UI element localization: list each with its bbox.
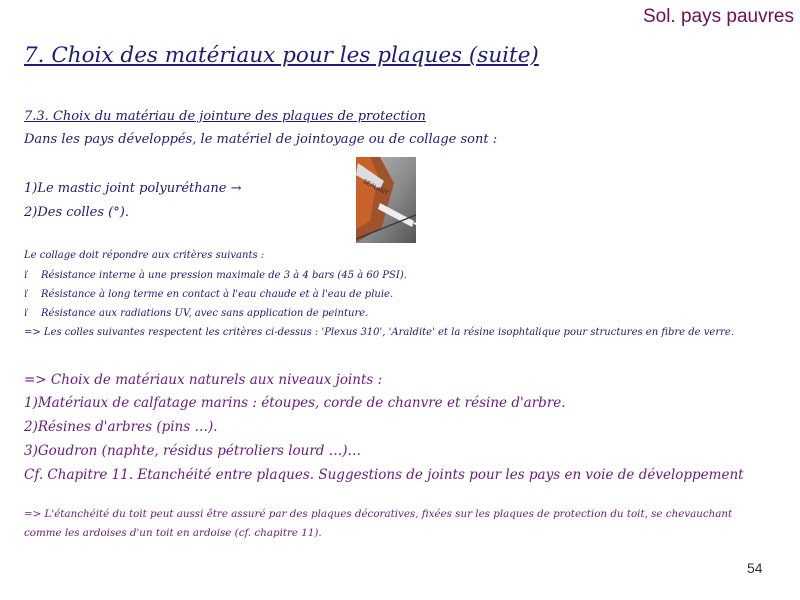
list-item-polyurethane: 1)Le mastic joint polyuréthane →: [24, 181, 242, 196]
bullet: ï: [24, 289, 28, 300]
natural-item: 3)Goudron (naphte, résidus pétroliers lourd …)…: [24, 443, 361, 459]
criteria-item: [24, 270, 407, 281]
page-number: 54: [747, 560, 763, 576]
criteria-text: Résistance à long terme en contact à l'eau chaude et à l'eau de pluie.: [41, 289, 394, 300]
roof-note-line-2: comme les ardoises d'un toit en ardoise (cf. chapitre 11).: [24, 527, 322, 539]
intro-text: Dans les pays développés, le matériel de jointoyage ou de collage sont :: [24, 132, 498, 147]
chapter-reference: Cf. Chapitre 11. Etanchéité entre plaques. Suggestions de joints pour les pays en voie de développement: [24, 467, 744, 483]
section-heading: 7.3. Choix du matériau de jointure des plaques de protection: [24, 109, 426, 124]
bullet: ï: [24, 308, 28, 319]
roof-note-line-1: => L'étanchéité du toit peut aussi être assuré par des plaques décoratives, fixées sur les plaques de protection du toit, se chevauchant: [24, 508, 733, 520]
corner-label: Sol. pays pauvres: [642, 6, 794, 27]
natural-materials-heading: => Choix de matériaux naturels aux niveaux joints :: [24, 372, 383, 388]
criteria-text: Résistance interne à une pression maximale de 3 à 4 bars (45 à 60 PSI).: [41, 270, 407, 281]
glue-conclusion: => Les colles suivantes respectent les critères ci-dessus : 'Plexus 310', 'Araldite' et la résine isophtalique pour structures en fibre de verre.: [24, 327, 735, 338]
criteria-item: [24, 308, 368, 319]
slide-title: 7. Choix des matériaux pour les plaques (suite): [24, 43, 539, 68]
sealant-illustration: [356, 157, 416, 243]
criteria-intro: Le collage doit répondre aux critères suivants :: [24, 250, 265, 261]
list-item-glues: 2)Des colles (°).: [24, 205, 129, 220]
sealant-photo: [356, 157, 416, 243]
natural-item: 2)Résines d'arbres (pins …).: [24, 419, 218, 435]
sealant-label-text: SEALANT: [361, 178, 389, 198]
criteria-text: Résistance aux radiations UV, avec sans application de peinture.: [41, 308, 369, 319]
bullet: ï: [24, 270, 28, 281]
natural-item: 1)Matériaux de calfatage marins : étoupes, corde de chanvre et résine d'arbre.: [24, 395, 566, 411]
criteria-item: [24, 289, 393, 300]
